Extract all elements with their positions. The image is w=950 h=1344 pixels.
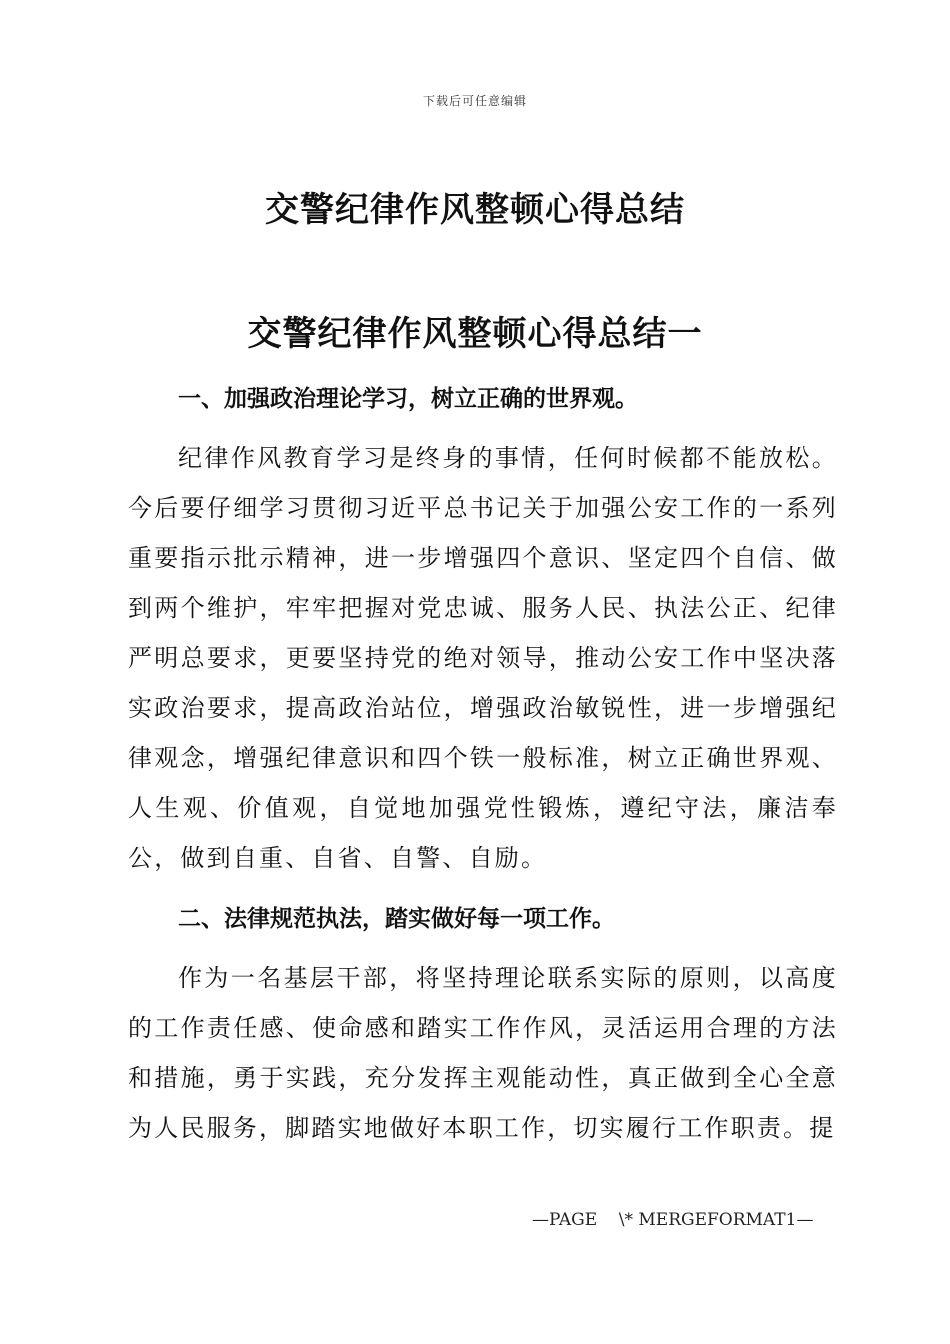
document-title: 交警纪律作风整顿心得总结 [265,190,685,230]
header-note: 下载后可任意编辑 [422,94,527,108]
page-number-field: —PAGE \* MERGEFORMAT1— [532,1210,814,1230]
section-heading: 二、法律规范执法，踏实做好每一项工作。 [178,906,615,932]
body-paragraph: 作为一名基层干部，将坚持理论联系实际的原则，以高度的工作责任感、使命感和踏实工作作风，灵活运用合理的方法和措施，勇于实践，充分发挥主观能动性，真正做到全心全意为人民服务，脚踏实地做好本职工作，切实履行工作职责。提 [128,964,838,1142]
body-paragraph: 纪律作风教育学习是终身的事情，任何时候都不能放松。今后要仔细学习贯彻习近平总书记关于加强公安工作的一系列重要指示批示精神，进一步增强四个意识、坚定四个自信、做到两个维护，牢牢把握对党忠诚、服务人民、执法公正、纪律严明总要求，更要坚持党的绝对领导，推动公安工作中坚决落实政治要求，提高政治站位，增强政治敏锐性，进一步增强纪律观念，增强纪律意识和四个铁一般标准，树立正确世界观、人生观、价值观，自觉地加强党性锻炼，遵纪守法，廉洁奉公，做到自重、自省、自警、自励。 [128,444,838,872]
document-subtitle: 交警纪律作风整顿心得总结一 [247,314,703,354]
section-heading: 一、加强政治理论学习，树立正确的世界观。 [178,386,638,412]
